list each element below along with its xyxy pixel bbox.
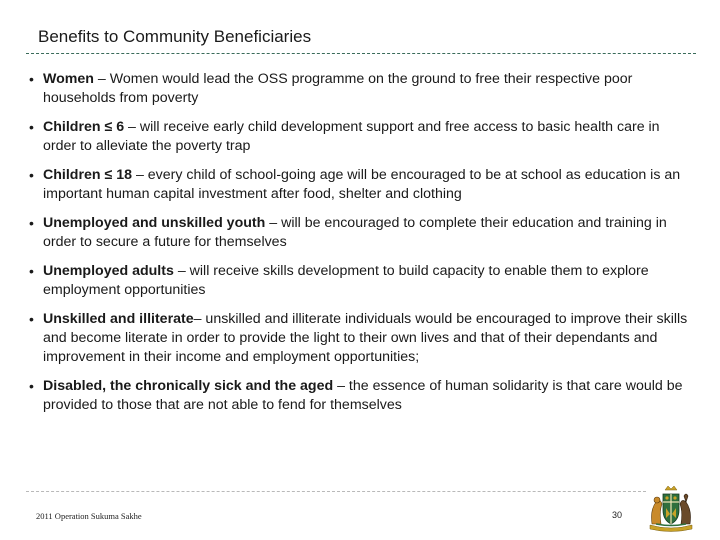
bullet-unemployed-youth [28, 214, 688, 252]
bullet-marker: • [29, 378, 34, 394]
bullet-list [28, 70, 688, 425]
bullet-marker: • [29, 167, 34, 183]
bullet-term: Unemployed and unskilled youth [43, 215, 266, 231]
bullet-marker: • [29, 71, 34, 87]
title-divider [26, 53, 696, 54]
coat-of-arms-icon [646, 484, 696, 534]
bullet-text: – will be encouraged to complete their education and training in order to secure a future for themselves [43, 215, 667, 250]
bullet-marker: • [29, 311, 34, 327]
page-number: 30 [612, 510, 623, 520]
bullet-term: Unskilled and illiterate [43, 311, 194, 327]
bullet-text: – unskilled and illiterate individuals would be encouraged to improve their skills and become literate in order to provide the light to their own lives and that of their dependants and improvement in their income and employment opportunities; [43, 311, 688, 365]
bullet-marker: • [29, 215, 34, 231]
bullet-term: Children ≤ 6 [43, 119, 125, 135]
bullet-text: – Women would lead the OSS programme on the ground to free their respective poor households from poverty [43, 71, 633, 106]
bullet-text: – will receive skills development to build capacity to enable them to explore employment opportunities [43, 263, 649, 298]
bullet-term: Women [43, 71, 94, 87]
bullet-unskilled-illiterate [28, 310, 688, 367]
bullet-marker: • [29, 263, 34, 279]
bullet-term: Disabled, the chronically sick and the aged [43, 378, 334, 394]
bullet-text: – will receive early child development support and free access to basic health care in order to alleviate the poverty trap [43, 119, 660, 154]
bullet-unemployed-adults [28, 262, 688, 300]
bullet-term: Children ≤ 18 [43, 167, 132, 183]
bullet-text: – every child of school-going age will be encouraged to be at school as education is an important human capital investment after food, shelter and clothing [43, 167, 681, 202]
footer-caption: 2011 Operation Sukuma Sakhe [36, 511, 142, 521]
bullet-marker: • [29, 119, 34, 135]
bullet-women [28, 70, 688, 108]
bullet-disabled-sick-aged [28, 377, 688, 415]
slide-title: Benefits to Community Beneficiaries [38, 27, 312, 46]
bullet-children-6 [28, 118, 688, 156]
bullet-text: – the essence of human solidarity is that care would be provided to those that are not able to fend for themselves [43, 378, 683, 413]
footer-divider [26, 491, 646, 492]
bullet-children-18 [28, 166, 688, 204]
bullet-term: Unemployed adults [43, 263, 174, 279]
